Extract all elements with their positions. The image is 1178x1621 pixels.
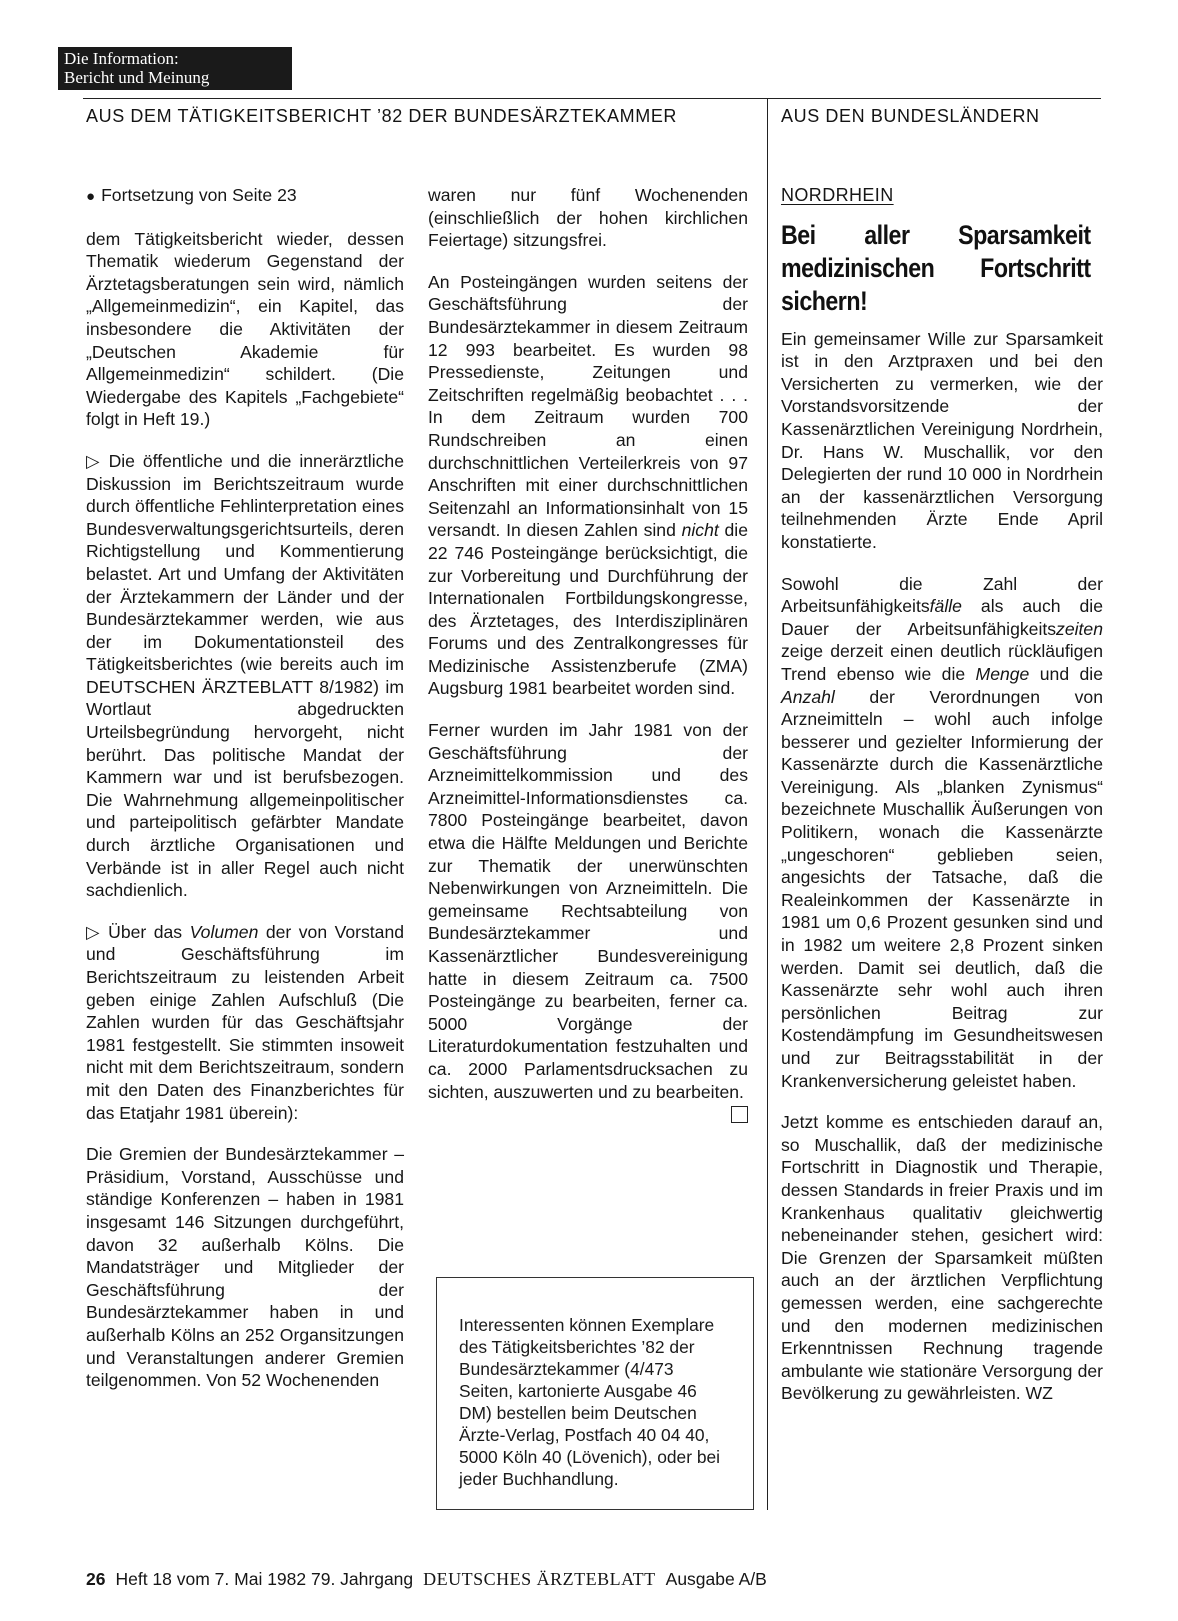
- paragraph: Die Gremien der Bundesärztekammer – Präsidium, Vorstand, Ausschüsse und ständige Konferenzen – haben in 1981 insgesamt 146 Sitzungen durchgeführt, davon 32 außerhalb Kölns. Die Mandatsträger und Mitglieder der Geschäftsführung der Bundesärztekammer haben in und außerhalb Kölns an 252 Organsitzungen und Veranstaltungen anderer Gremien teilgenommen. Von 52 Wochenenden: [86, 1144, 404, 1391]
- paragraph-text: die 22 746 Posteingänge berücksichtigt, die zur Vorbereitung und Durchführung der Internationalen Fortbildungskongresse, des Ärztetages, des Interdisziplinären Forums und des Zentralkongresses für Medizinische Assistenzberufe (ZMA) Augsburg 1981 bearbeitet worden sind.: [428, 520, 748, 699]
- paragraph-text: An Posteingängen wurden seitens der Geschäftsführung der Bundesärztekammer in diesem Zeitraum 12 993 bearbeitet. Es wurden 98 Pressedienste, Zeitungen und Zeitschriften regelmäßig beobachtet . . . In dem Zeitraum wurden 700 Rundschreiben an einen durchschnittlichen Verteilerkreis von 97 Anschriften mit einer durchschnittlichen Seitenzahl an Informationsinhalt von 15 versandt. In diesen Zahlen sind: [428, 271, 748, 541]
- paragraph-text: der Verordnungen von Arzneimitteln – wohl auch infolge besserer und gezielter Informierung der Kassenärzte durch die Kassenärztliche Vereinigung. Als „blanken Zynismus“ bezeichnete Muschallik Äußerungen von Politikern, wonach die Kassenärzte „ungeschoren“ geblieben seien, angesichts der Tatsache, daß die Realeinkommen der Kassenärzte in 1981 um 0,6 Prozent gesunken sind und in 1982 um weitere 2,8 Prozent sinken werden. Damit sei deutlich, daß die Kassenärzte sehr wohl auch ihren persönlichen Beitrag zur Kostendämpfung im Gesundheitswesen und zur Beitragsstabilität in der Krankenversicherung geleistet haben.: [781, 686, 1103, 1091]
- header-rule: [83, 98, 1101, 99]
- continued-text: Fortsetzung von Seite 23: [101, 185, 297, 205]
- edition-label: Ausgabe A/B: [665, 1569, 767, 1589]
- issue-info: Heft 18 vom 7. Mai 1982 79. Jahrgang: [115, 1569, 414, 1589]
- rubric-right: AUS DEN BUNDESLÄNDERN: [781, 106, 1040, 126]
- paragraph: Jetzt komme es entschieden darauf an, so Muschallik, daß der medizinische Fortschritt in Diagnostik und Therapie, dessen Standards in freier Praxis und im Krankenhaus qualitativ gleichwertig nebeneinander stehen, gesichert wird: Die Grenzen der Sparsamkeit müßten auch an der ärztlichen Verpflichtung gemessen werden, eine sachgerechte und den modernen medizinischen Erkenntnissen Rechnung tragende ambulante wie stationäre Versorgung der Bevölkerung zu gewährleisten. WZ: [781, 1112, 1103, 1404]
- rubric-left: AUS DEM TÄTIGKEITSBERICHT ’82 DER BUNDESÄRZTEKAMMER: [86, 106, 678, 126]
- page-number: 26: [86, 1569, 106, 1589]
- column-1: [86, 184, 404, 1411]
- continued-note: [86, 184, 404, 209]
- column-2: [428, 184, 748, 1123]
- paragraph: waren nur fünf Wochenenden (einschließlich der hohen kirchlichen Feiertage) sitzungsfrei.: [428, 185, 748, 251]
- page-footer: [86, 1569, 767, 1590]
- section-badge: [58, 47, 292, 90]
- triangle-marker-icon: ▷: [86, 921, 103, 942]
- masthead: DEUTSCHES ÄRZTEBLATT: [423, 1569, 656, 1589]
- paragraph: [86, 921, 404, 1124]
- paragraph-text: der von Vorstand und Geschäftsführung im Berichtszeitraum zu leistenden Arbeit geben einige Zahlen Aufschluß (Die Zahlen wurden für das Geschäftsjahr 1981 festgestellt. Sie stimmten insoweit nicht mit dem Berichtszeitraum, sondern mit den Daten des Finanzberichtes für das Etatjahr 1981 überein):: [86, 921, 405, 1123]
- emphasis: fälle: [929, 596, 962, 617]
- bullet-icon: ●: [86, 188, 96, 205]
- badge-line-1: Die Information:: [64, 49, 179, 68]
- order-info-text: Interessenten können Exemplare des Tätigkeitsberichtes ’82 der Bundesärztekammer (4/473 Seiten, kartonierte Ausgabe 46 DM) bestellen beim Deutschen Ärzte-Verlag, Postfach 40 04 40, 5000 Köln 40 (Lövenich), oder bei jeder Buchhandlung.: [459, 1315, 721, 1489]
- emphasis: nicht: [681, 520, 719, 541]
- paragraph-text: und die: [1029, 663, 1103, 684]
- paragraph: [428, 719, 748, 1103]
- column-divider: [767, 98, 768, 1510]
- order-info-box: [436, 1277, 754, 1510]
- emphasis: Volumen: [189, 921, 259, 942]
- emphasis: Menge: [975, 663, 1030, 684]
- paragraph-text: Sowohl die Zahl der Arbeitsunfähigkeits: [781, 573, 1103, 617]
- paragraph: Ein gemeinsamer Wille zur Sparsamkeit ist in den Arztpraxen und bei den Versicherten zu vermerken, wie der Vorstandsvorsitzende der Kassenärztlichen Vereinigung Nordrhein, Dr. Hans W. Muschallik, vor den Delegierten der rund 10 000 in Nordrhein an der kassenärztlichen Versorgung teilnehmenden Ärzte Ende April konstatierte.: [781, 328, 1103, 552]
- paragraph-text: zeige derzeit einen deutlich rückläufigen Trend ebenso wie die: [781, 641, 1103, 684]
- paragraph: [781, 573, 1103, 1093]
- region-label: NORDRHEIN: [781, 185, 894, 205]
- badge-line-2: Bericht und Meinung: [64, 68, 210, 87]
- end-mark-icon: [731, 1106, 748, 1123]
- paragraph: dem Tätigkeitsbericht wieder, dessen Thematik wiederum Gegenstand der Ärztetagsberatungen sein wird, nämlich „Allgemeinmedizin“, ein Kapitel, das insbesondere die Aktivitäten der „Deutschen Akademie für Allgemeinmedizin“ schildert. (Die Wiedergabe des Kapitels „Fachgebiete“ folgt in Heft 19.): [86, 228, 404, 430]
- emphasis: Anzahl: [781, 686, 835, 707]
- article-headline: Bei aller Sparsamkeit medizinischen Fortschritt sichern!: [781, 219, 1091, 316]
- emphasis: zeiten: [1056, 618, 1103, 639]
- column-3: [781, 184, 1103, 1424]
- paragraph: [86, 450, 404, 902]
- paragraph-text: Die öffentliche und die innerärztliche Diskussion im Berichtszeitraum wurde durch öffentliche Fehlinterpretation eines Bundesverwaltungsgerichtsurteils, deren Richtigstellung und Kommentierung belastet. Art und Umfang der Aktivitäten der Ärztekammern der Länder und der Bundesärztekammer werden, wie aus der im Dokumentationsteil des Tätigkeitsberichtes (wie bereits auch im DEUTSCHEN ÄRZTEBLATT 8/1982) im Wortlaut abgedruckten Urteilsbegründung hervorgeht, nicht berührt. Das politische Mandat der Kammern war und ist berufsbezogen. Die Wahrnehmung allgemeinpolitischer und parteipolitisch gefärbter Mandate durch ärztliche Organisationen und Verbände ist in aller Regel auch nicht sachdienlich.: [86, 450, 404, 901]
- paragraph-text: als auch die Dauer der Arbeitsunfähigkeits: [781, 596, 1103, 639]
- paragraph: [428, 271, 748, 700]
- paragraph-text: Ferner wurden im Jahr 1981 von der Geschäftsführung der Arzneimittelkommission und des Arzneimittel-Informationsdienstes ca. 7800 Posteingänge bearbeitet, davon etwa die Hälfte Meldungen und Berichte zur Thematik der unerwünschten Nebenwirkungen von Arzneimitteln. Die gemeinsame Rechtsabteilung von Bundesärztekammer und Kassenärztlicher Bundesvereinigung hatte in diesem Zeitraum ca. 7500 Posteingänge zu bearbeiten, ferner ca. 5000 Vorgänge der Literaturdokumentation festzuhalten und ca. 2000 Parlamentsdrucksachen zu sichten, auszuwerten und zu bearbeiten.: [428, 720, 748, 1102]
- triangle-marker-icon: ▷: [86, 450, 103, 471]
- paragraph-text: Über das: [108, 921, 190, 942]
